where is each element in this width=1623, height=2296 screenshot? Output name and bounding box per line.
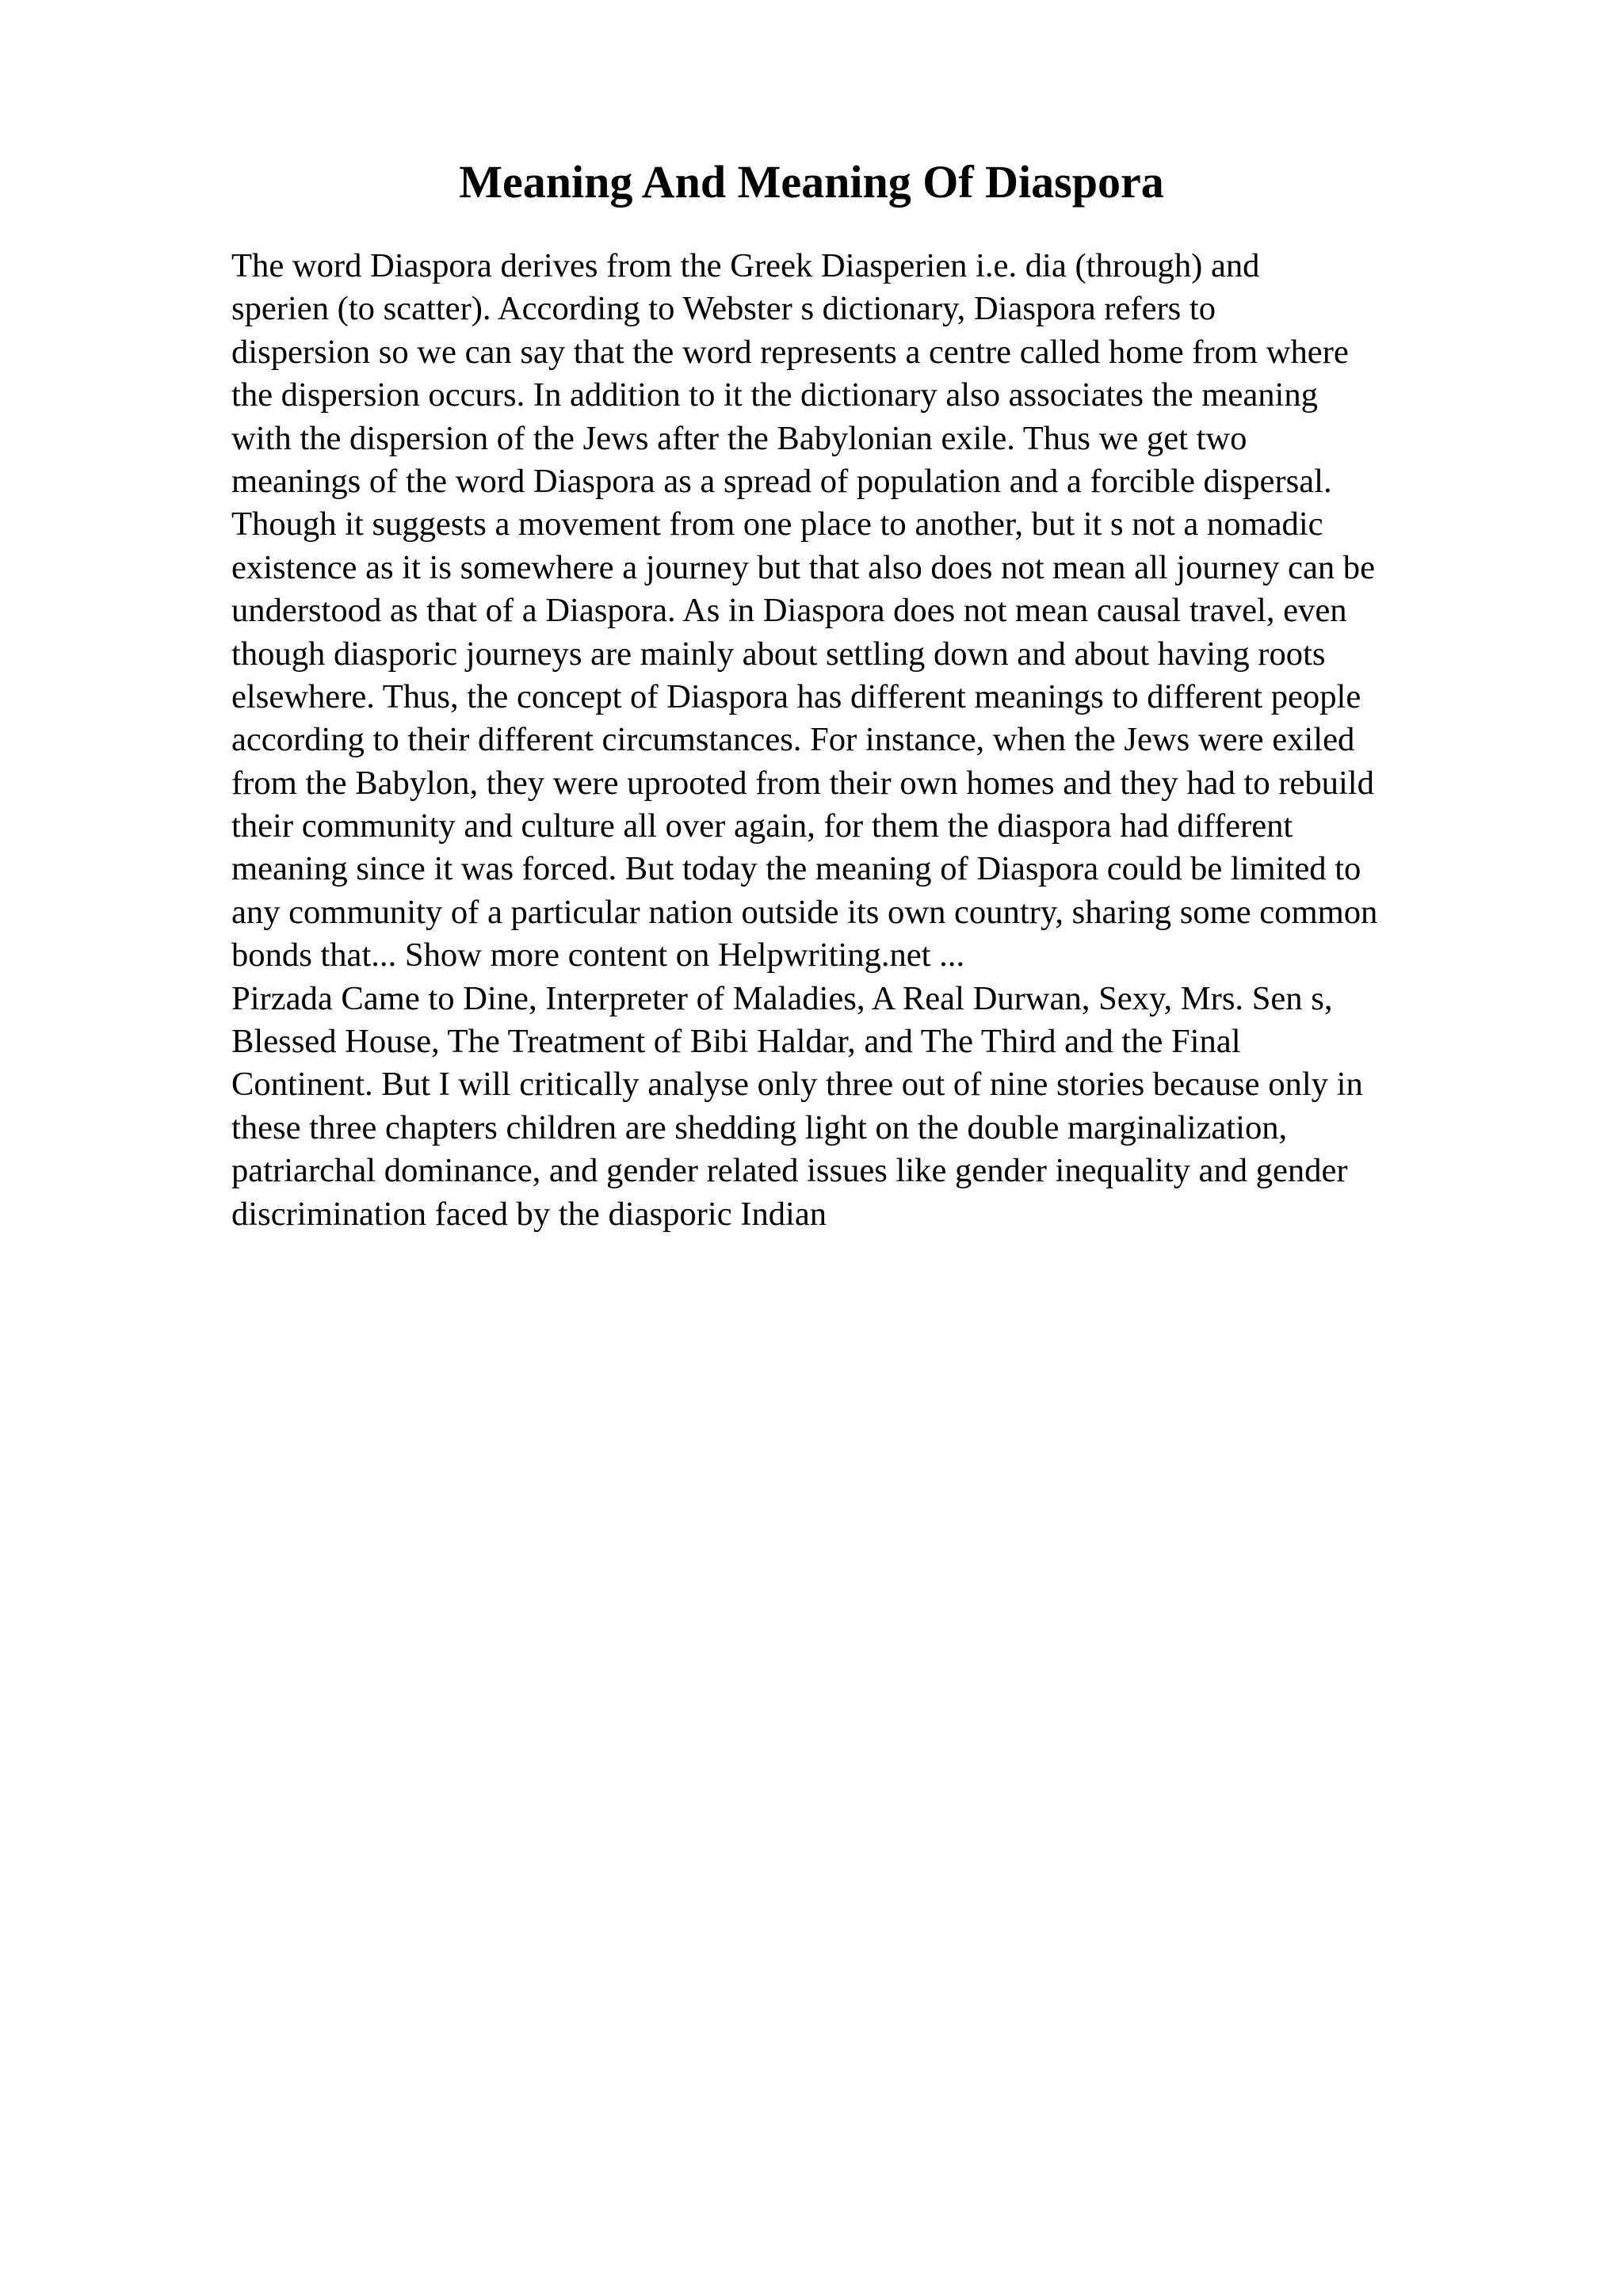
text-line: Blessed House, The Treatment of Bibi Haldar, and The Third and the Final [231,1023,1241,1061]
text-line: according to their different circumstances. For instance, when the Jews were exiled [231,721,1355,759]
text-line: understood as that of a Diaspora. As in Diaspora does not mean causal travel, even [231,592,1347,630]
text-line: sperien (to scatter). According to Webster s dictionary, Diaspora refers to [231,290,1216,328]
text-line: patriarchal dominance, and gender related issues like gender inequality and gender [231,1152,1348,1190]
text-line: meaning since it was forced. But today the meaning of Diaspora could be limited to [231,850,1361,888]
text-line: Continent. But I will critically analyse only three out of nine stories because only in [231,1066,1363,1104]
text-line: any community of a particular nation outside its own country, sharing some common [231,893,1378,931]
text-line: dispersion so we can say that the word represents a centre called home from where [231,333,1349,371]
text-line: discrimination faced by the diasporic Indian [231,1195,827,1233]
text-line: meanings of the word Diaspora as a spread of population and a forcible dispersal. [231,462,1332,500]
text-line: these three chapters children are shedding light on the double marginalization, [231,1108,1288,1146]
text-line: Though it suggests a movement from one place to another, but it s not a nomadic [231,505,1323,543]
text-line: The word Diaspora derives from the Greek Diasperien i.e. dia (through) and [231,247,1260,284]
text-line: bonds that... Show more content on Helpwriting.net ... [231,936,965,974]
text-line: from the Babylon, they were uprooted from their own homes and they had to rebuild [231,764,1374,802]
text-line: existence as it is somewhere a journey but that also does not mean all journey can be [231,548,1376,586]
text-line: elsewhere. Thus, the concept of Diaspora has different meanings to different people [231,677,1361,715]
text-line: the dispersion occurs. In addition to it the dictionary also associates the meaning [231,376,1318,414]
text-line: their community and culture all over again, for them the diaspora had different [231,807,1293,845]
page-title: Meaning And Meaning Of Diaspora [459,156,1164,208]
text-line: with the dispersion of the Jews after the Babylonian exile. Thus we get two [231,419,1247,457]
body-text [231,245,1499,1236]
text-line: Pirzada Came to Dine, Interpreter of Maladies, A Real Durwan, Sexy, Mrs. Sen s, [231,979,1333,1017]
text-line: though diasporic journeys are mainly about settling down and about having roots [231,635,1326,673]
